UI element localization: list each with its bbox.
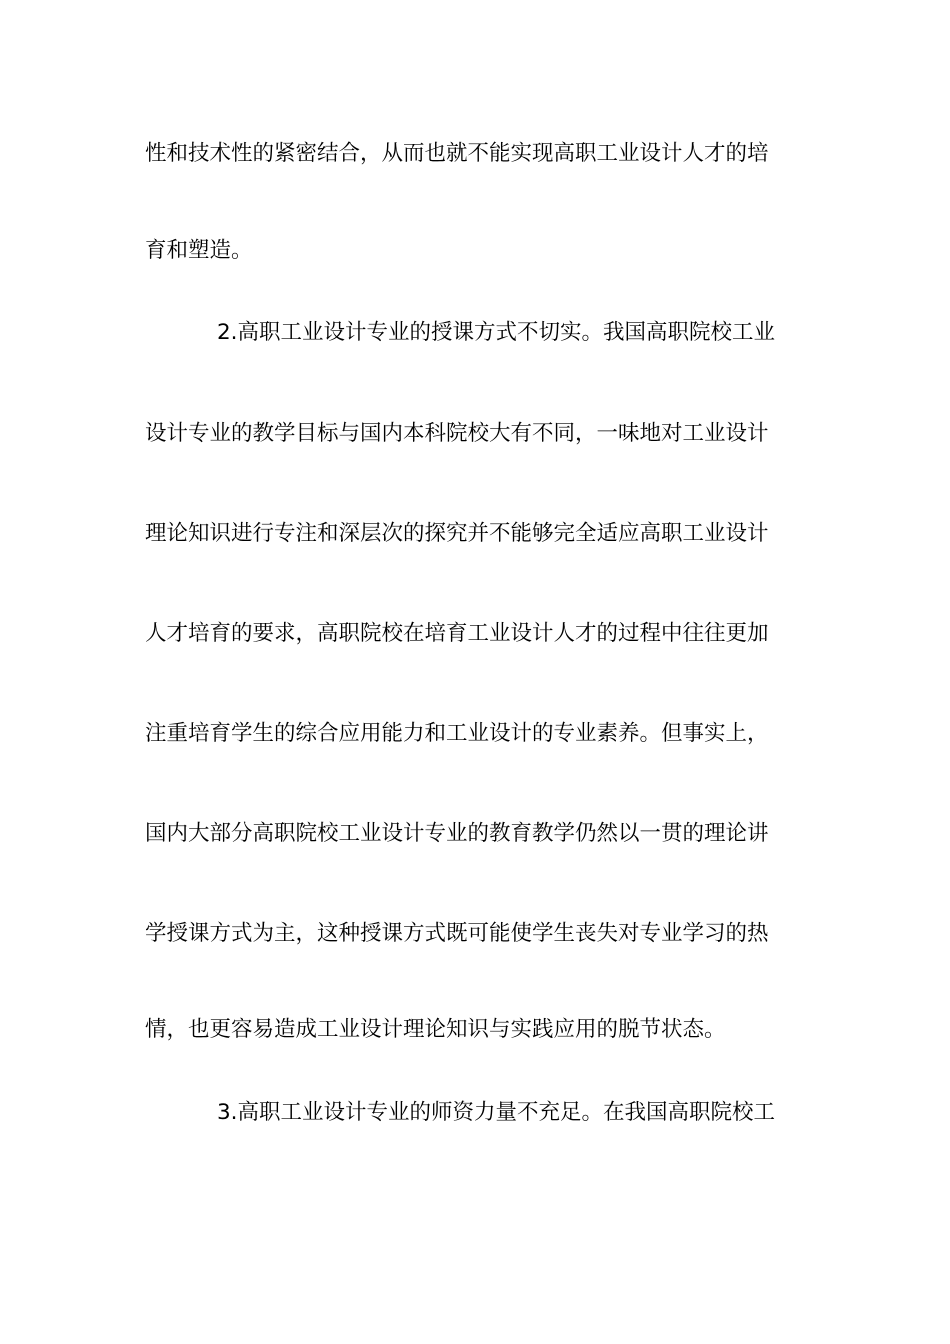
- paragraph-2-heading-line: 2.高职工业设计专业的授课方式不切实。我国高职院校工业: [217, 320, 776, 345]
- text-line-6: 人才培育的要求，高职院校在培育工业设计人才的过程中往往更加: [145, 621, 769, 646]
- text-line-7: 注重培育学生的综合应用能力和工业设计的专业素养。但事实上，: [145, 721, 769, 746]
- text-line-1: 性和技术性的紧密结合，从而也就不能实现高职工业设计人才的培: [145, 141, 769, 166]
- text-line-2: 育和塑造。: [145, 238, 253, 263]
- text-line-10: 情，也更容易造成工业设计理论知识与实践应用的脱节状态。: [145, 1017, 726, 1042]
- paragraph-3-heading-line: 3.高职工业设计专业的师资力量不充足。在我国高职院校工: [217, 1100, 776, 1125]
- text-line-5: 理论知识进行专注和深层次的探究并不能够完全适应高职工业设计: [145, 521, 769, 546]
- text-line-8: 国内大部分高职院校工业设计专业的教育教学仍然以一贯的理论讲: [145, 821, 769, 846]
- text-line-4: 设计专业的教学目标与国内本科院校大有不同，一味地对工业设计: [145, 421, 769, 446]
- text-line-9: 学授课方式为主，这种授课方式既可能使学生丧失对专业学习的热: [145, 921, 769, 946]
